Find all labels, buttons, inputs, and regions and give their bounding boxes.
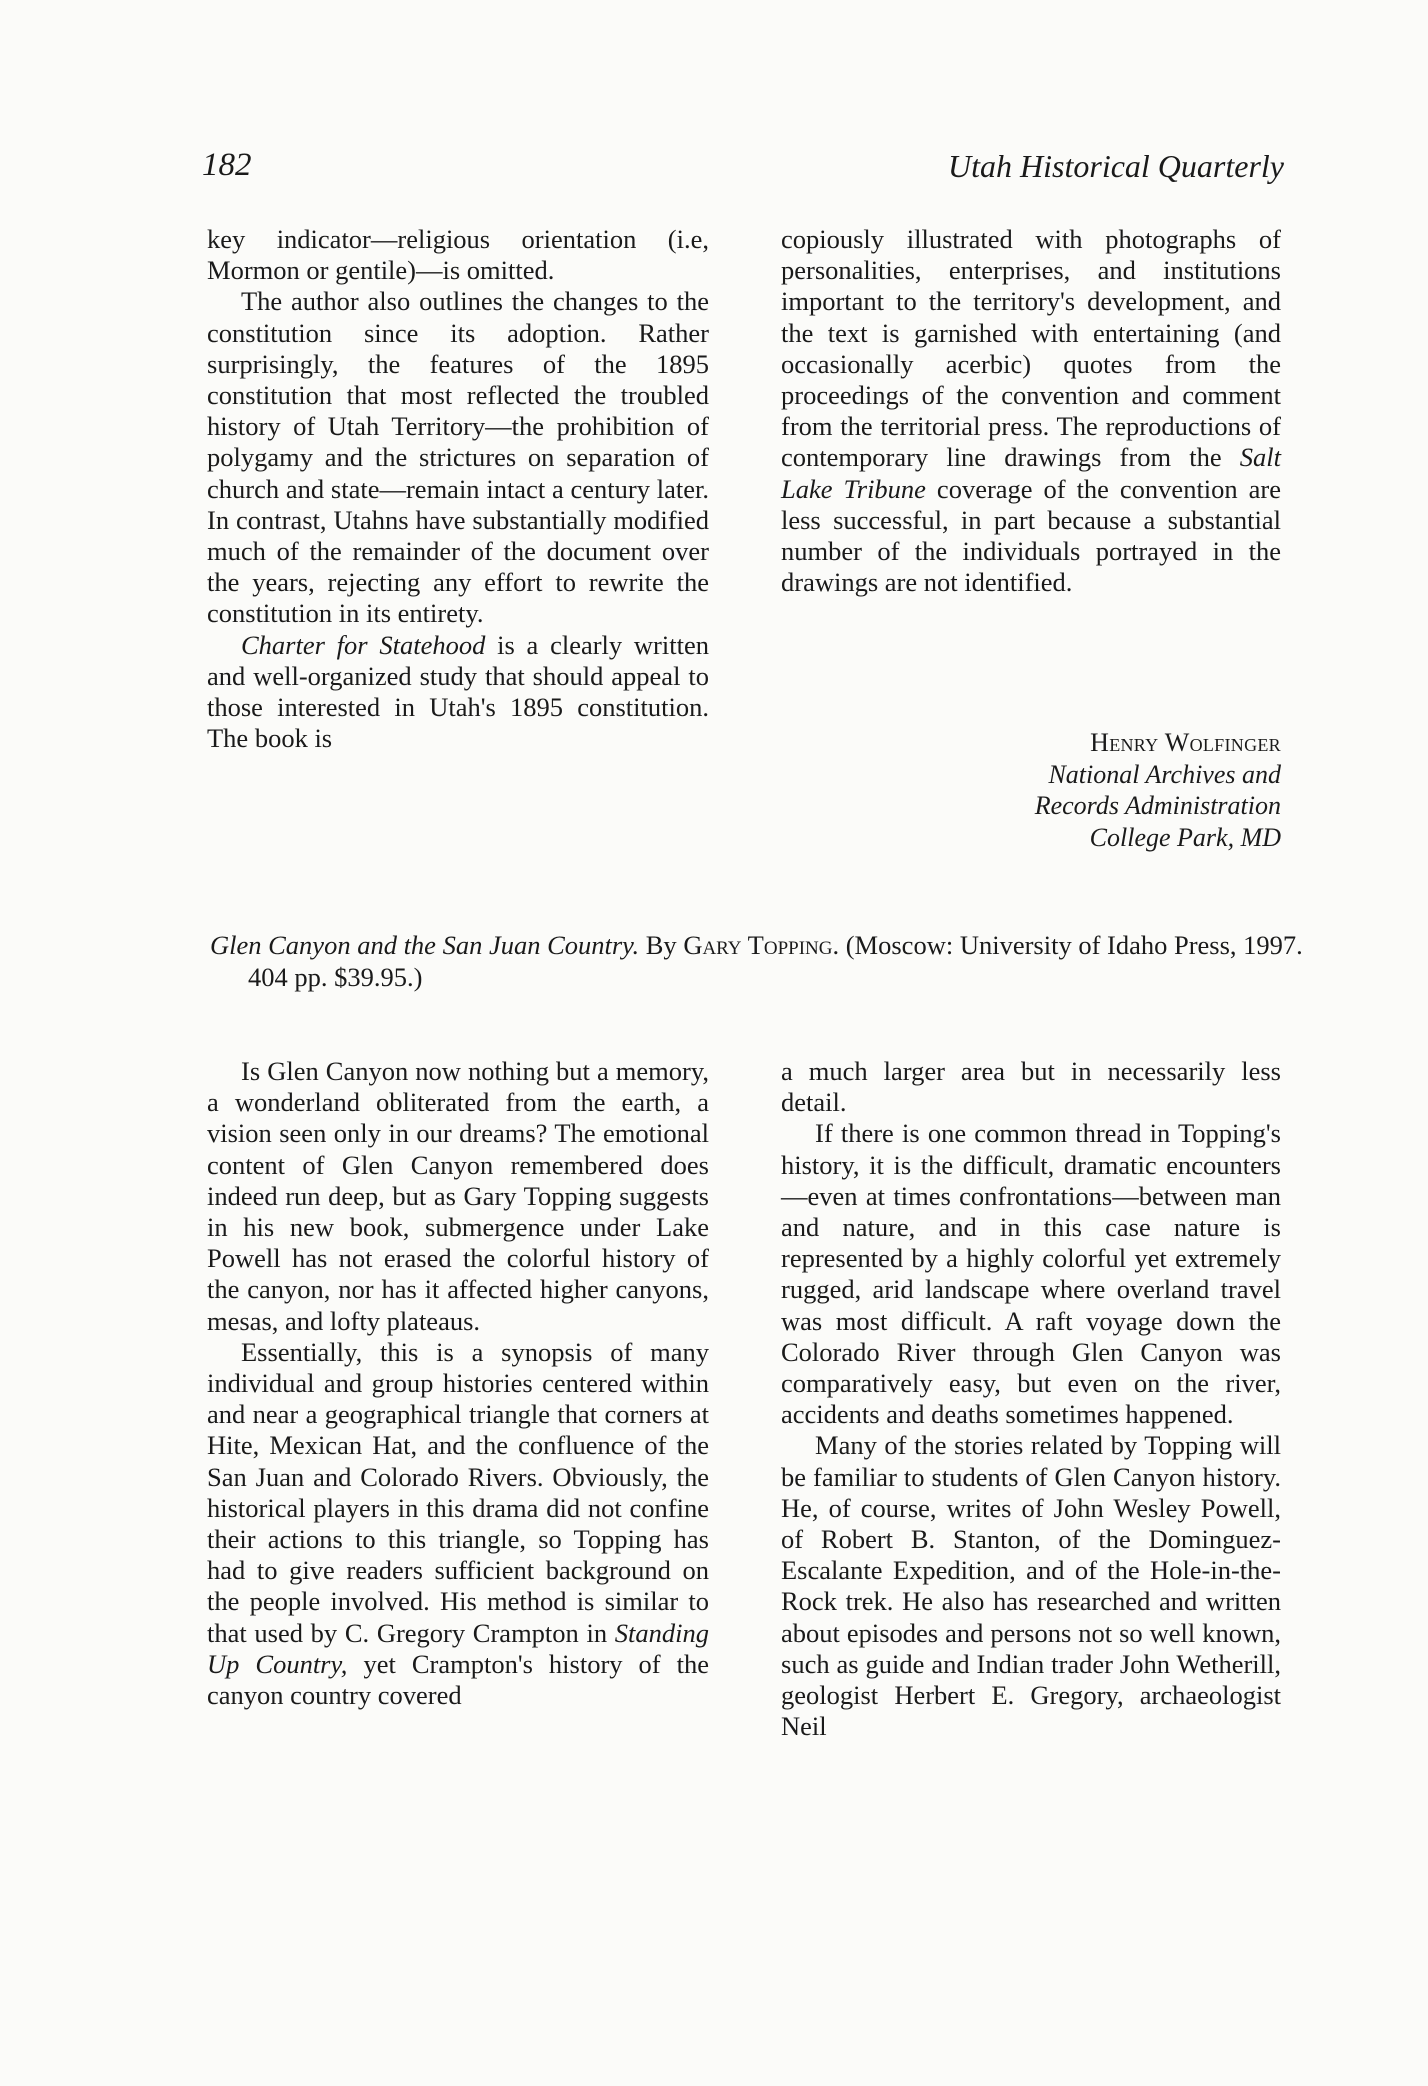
- citation-book-title: Glen Canyon and the San Juan Country.: [210, 930, 640, 960]
- review1-paragraph-assessment: [207, 630, 709, 755]
- running-head-journal-title: Utah Historical Quarterly: [948, 148, 1284, 184]
- book-title-charter-for-statehood: Charter for Statehood: [241, 629, 486, 660]
- review2-synopsis-text-b: yet Crampton's history of the canyon country covered: [207, 1648, 710, 1711]
- review2-paragraph-common-thread: If there is one common thread in Topping's history, it is the difficult, dramatic encounters—even at times confrontations—between man and nature, and in this case nature is represented by a highly colorful yet extremely rugged, arid landscape where overland travel was most difficult. A raft voyage down the Colorado River through Glen Canyon was comparatively easy, but even on the river, accidents and deaths sometimes happened.: [781, 1118, 1281, 1430]
- review1-text-part-a: copiously illustrated with photographs of personalities, enterprises, and institutions important to the territory's development, and the text is garnished with entertaining (and occasionally acerbic) quotes from the proceedings of the convention and comment from the territorial press. The reproductions of contemporary line drawings from the: [781, 224, 1281, 473]
- review2-column-right: [781, 1056, 1281, 1742]
- review2-paragraph-synopsis: [207, 1337, 709, 1711]
- review1-paragraph-assessment-text: is a clearly written and well-organized study that should appeal to those interested in Utah's 1895 constitution. The book is: [207, 629, 709, 754]
- review2-paragraph-continued: a much larger area but in necessarily less detail.: [781, 1056, 1281, 1118]
- review2-book-citation: [210, 930, 1320, 993]
- reviewer-name: Henry Wolfinger: [1090, 728, 1281, 757]
- review1-text-part-b: coverage of the convention are less successful, in part because a substantial number of the individuals portrayed in the drawings are not identified.: [781, 473, 1281, 598]
- citation-publication-details: . (Moscow: University of Idaho Press, 1997. 404 pp. $39.95.): [248, 930, 1303, 992]
- review2-paragraph-intro: Is Glen Canyon now nothing but a memory, a wonderland obliterated from the earth, a vision seen only in our dreams? The emotional content of Glen Canyon remembered does indeed run deep, but as Gary Topping suggests in his new book, submergence under Lake Powell has not erased the colorful history of the canyon, nor has it affected higher canyons, mesas, and lofty plateaus.: [207, 1056, 709, 1336]
- reviewer-affiliation-line-1: National Archives and: [1048, 759, 1281, 789]
- review1-column-left: [207, 224, 709, 754]
- reviewer-signature: [1035, 727, 1281, 853]
- reviewer-affiliation-line-2: Records Administration: [1034, 791, 1281, 820]
- review1-column-right: [781, 224, 1281, 598]
- citation-author: Gary Topping: [683, 930, 833, 960]
- book-title-standing-up-country: Standing Up Country,: [207, 1617, 709, 1679]
- page-number: 182: [202, 147, 252, 183]
- review1-paragraph-amendments: The author also outlines the changes to the constitution since its adoption. Rather surprisingly, the features of the 1895 constitution that most reflected the troubled history of Utah Territory—the prohibition of polygamy and the strictures on separation of church and state—remain intact a century later. In contrast, Utahns have substantially modified much of the remainder of the document over the years, rejecting any effort to rewrite the constitution in its entirety.: [207, 286, 709, 629]
- newspaper-title-salt-lake-tribune: Salt Lake Tribune: [781, 442, 1281, 504]
- review1-paragraph-continued: key indicator—religious orientation (i.e, Mormon or gentile)—is omitted.: [207, 224, 709, 286]
- reviewer-location: College Park, MD: [1089, 822, 1281, 852]
- review1-paragraph-illustrations: [781, 224, 1281, 598]
- review2-paragraph-stories: Many of the stories related by Topping will be familiar to students of Glen Canyon history. He, of course, writes of John Wesley Powell, of Robert B. Stanton, of the Dominguez-Escalante Expedition, and of the Hole-in-the-Rock trek. He also has researched and written about episodes and persons not so well known, such as guide and Indian trader John Wetherill, geologist Herbert E. Gregory, archaeologist Neil: [781, 1430, 1281, 1742]
- review2-synopsis-text-a: Essentially, this is a synopsis of many individual and group histories centered within and near a geographical triangle that corners at Hite, Mexican Hat, and the confluence of the San Juan and Colorado Rivers. Obviously, the historical players in this drama did not confine their actions to this triangle, so Topping has had to give readers sufficient background on the people involved. His method is similar to that used by C. Gregory Crampton in: [207, 1336, 709, 1648]
- citation-by: By: [639, 930, 684, 960]
- review2-column-left: [207, 1056, 709, 1711]
